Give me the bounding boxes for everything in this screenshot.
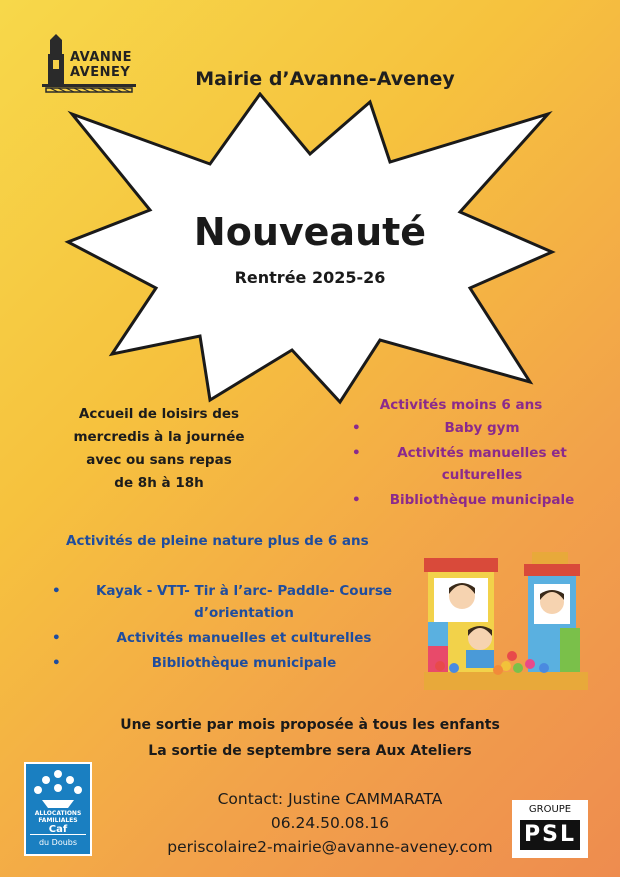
contact-block (140, 787, 520, 859)
monthly-outing-info (60, 712, 560, 764)
bullet-icon: • (352, 492, 361, 508)
accueil-line: Accueil de loisirs des (78, 406, 240, 422)
caf-logo (24, 762, 92, 856)
caf-region: du Doubs (38, 838, 78, 847)
list-item: • Activités manuelles et culturelles (44, 627, 424, 649)
list-item: • Activités manuelles et culturelles (346, 442, 616, 486)
page-title: Mairie d’Avanne-Aveney (195, 68, 455, 90)
over-6-list (44, 580, 424, 677)
kids-playground-illustration (420, 548, 592, 696)
psl-groupe-label: GROUPE (528, 804, 572, 815)
logo-line-1: AVANNE (70, 50, 133, 65)
avanne-aveney-logo (36, 32, 140, 98)
under-6-heading: Activités moins 6 ans (379, 397, 543, 413)
caf-line-1: ALLOCATIONS (34, 810, 82, 817)
accueil-line: mercredis à la journée (73, 429, 245, 445)
contact-phone[interactable]: 06.24.50.08.16 (270, 814, 390, 832)
list-item: • Bibliothèque municipale (44, 652, 424, 674)
contact-name: Contact: Justine CAMMARATA (217, 790, 443, 808)
bullet-icon: • (352, 445, 361, 461)
list-item: • Kayak - VTT- Tir à l’arc- Paddle- Course d’orientation (44, 580, 424, 624)
list-item: • Baby gym (346, 417, 616, 439)
bullet-icon: • (52, 655, 61, 671)
bullet-icon: • (52, 630, 61, 646)
contact-email[interactable]: periscolaire2-mairie@avanne-aveney.com (167, 838, 493, 856)
outing-line-2: La sortie de septembre sera Aux Ateliers (148, 743, 472, 759)
caf-brand: Caf (48, 824, 68, 835)
list-item: • Bibliothèque municipale (346, 489, 616, 511)
outing-line-1: Une sortie par mois proposée à tous les enfants (120, 717, 500, 733)
accueil-info (54, 403, 264, 495)
under-6-list (346, 417, 616, 511)
subtitle: Rentrée 2025-26 (234, 268, 386, 287)
bullet-icon: • (52, 583, 61, 599)
accueil-line: de 8h à 18h (114, 475, 204, 491)
caf-line-2: FAMILIALES (38, 817, 78, 824)
accueil-line: avec ou sans repas (86, 452, 232, 468)
activities-under-6 (346, 397, 616, 514)
over-6-heading: Activités de pleine nature plus de 6 ans (66, 533, 369, 549)
headline: Nouveauté (193, 210, 427, 254)
bullet-icon: • (352, 420, 361, 436)
logo-line-2: AVENEY (70, 65, 131, 80)
psl-name: PSL (520, 820, 580, 850)
groupe-psl-logo (512, 800, 588, 858)
